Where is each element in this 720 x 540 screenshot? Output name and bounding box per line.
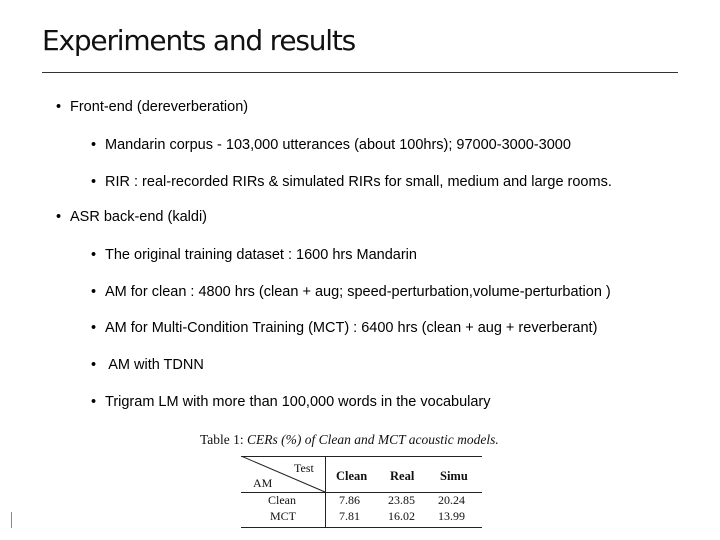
bullet-text: Mandarin corpus - 103,000 utterances (about 100hrs); 97000-3000-3000 [105,137,571,153]
results-table-figure [191,421,535,540]
bullet-text: AM with TDNN [105,357,204,373]
corner-label-test: Test [294,461,314,475]
column-header: Simu [440,469,468,483]
bullet-text: Trigram LM with more than 100,000 words in the vocabulary [105,394,491,410]
bullet-dot: • [56,99,62,115]
corner-label-am: AM [253,476,273,490]
table-cell: 7.81 [339,509,360,523]
bullet-dot: • [91,174,97,190]
bullet-text: AM for Multi-Condition Training (MCT) : 6400 hrs (clean + aug + reverberant) [105,320,598,336]
bullet-item [91,247,417,263]
bullet-dot: • [91,247,97,263]
bullet-dot: • [91,394,97,410]
bullet-item [91,137,571,153]
bullet-text: Front-end (dereverberation) [70,99,249,115]
slide-edge-mark [11,512,12,528]
bullet-item [91,320,598,336]
bullet-dot: • [91,320,97,336]
slide-title: Experiments and results [42,24,356,57]
caption-italic: CERs (%) of Clean and MCT acoustic models. [247,432,499,447]
table-bottom-rule [241,527,482,528]
bullet-item [91,394,491,410]
table-cell: 7.86 [339,493,360,507]
bullet-dot: • [91,284,97,300]
row-label: MCT [270,509,297,523]
bullet-item [91,174,612,190]
bullet-text: AM for clean : 4800 hrs (clean + aug; speed-perturbation,volume-perturbation ) [105,284,611,300]
bullet-item [91,284,611,300]
bullet-item [56,99,249,115]
bullet-text: The original training dataset : 1600 hrs Mandarin [105,247,417,263]
title-divider [42,72,678,73]
bullet-text: RIR : real-recorded RIRs & simulated RIRs for small, medium and large rooms. [105,174,612,190]
bullet-dot: • [91,357,97,373]
row-label: Clean [268,493,296,507]
table-cell: 13.99 [438,509,465,523]
column-header: Real [390,469,415,483]
bullet-item [91,357,204,373]
table-caption [200,432,499,448]
table-cell: 20.24 [438,493,465,507]
caption-prefix: Table 1: [200,432,248,447]
bullet-item [56,209,207,225]
bullet-text: ASR back-end (kaldi) [70,209,207,225]
table-cell: 16.02 [388,509,415,523]
bullet-dot: • [56,209,62,225]
table-cell: 23.85 [388,493,415,507]
bullet-dot: • [91,137,97,153]
column-header: Clean [336,469,368,483]
